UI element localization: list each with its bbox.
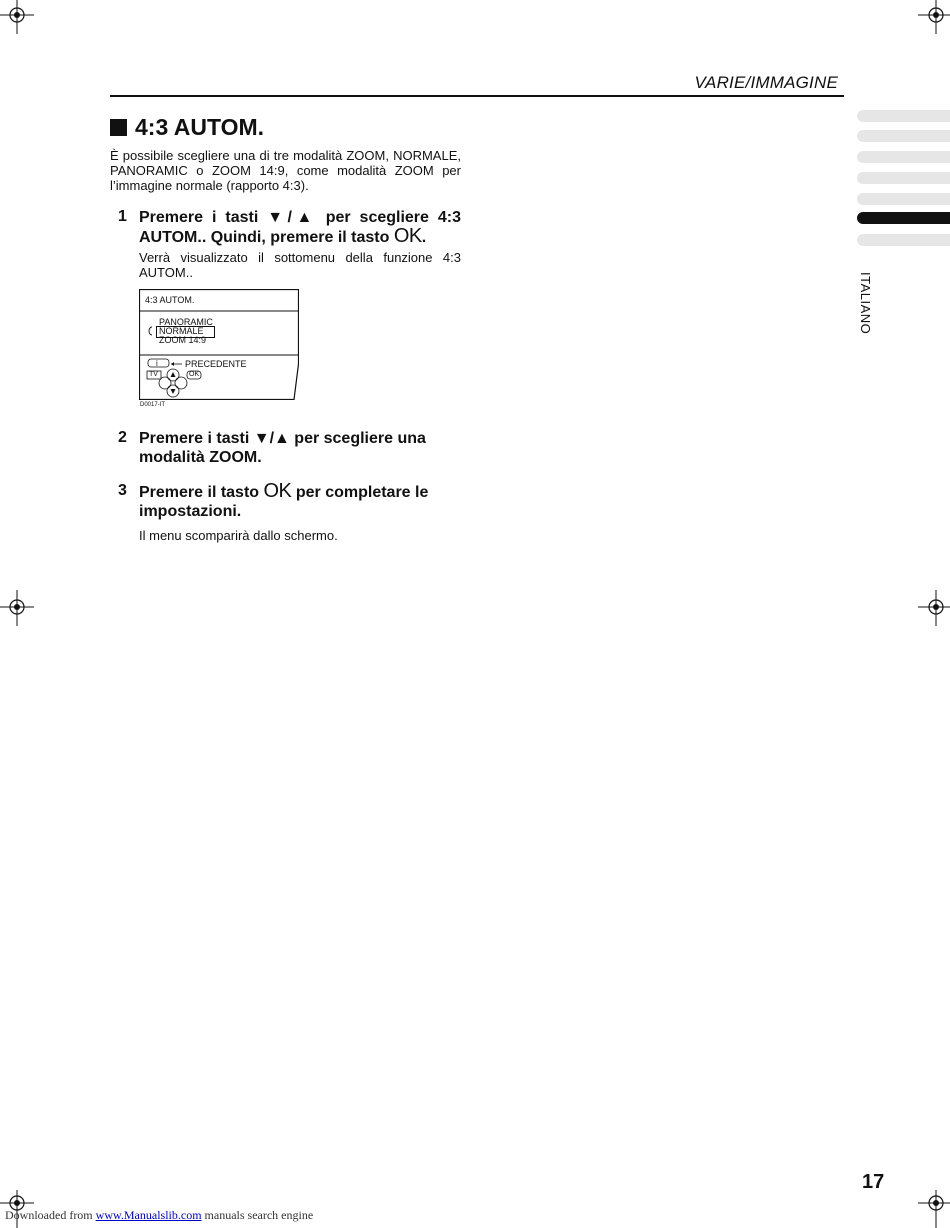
side-tab [857,234,950,246]
info-button-label: i [156,359,158,368]
figure-id: D0017-IT [140,402,166,408]
language-label: ITALIANO [858,272,873,335]
step-3-text-b: per completare le impostazioni. [139,484,429,520]
header-title: VARIE/IMMAGINE [694,73,838,92]
menu-option-zoom-14-9[interactable]: ZOOM 14:9 [159,335,207,345]
step-1-note: Verrà visualizzato il sottomenu della funzione 4:3 AUTOM.. [139,250,461,280]
ok-button-glyph: OK [393,225,422,247]
side-tab [857,172,950,184]
side-tab [857,130,950,142]
menu-back-label: PRECEDENTE [185,359,247,369]
intro-paragraph: È possibile scegliere una di tre modalità ZOOM, NORMALE, PANORAMIC o ZOOM 14:9, come modalità ZOOM per l’immagine normale (rapporto 4:3). [110,148,461,193]
square-bullet-icon [110,119,127,136]
footer-prefix: Downloaded from [5,1208,96,1222]
step-3-number: 3 [118,482,127,499]
menu-illustration [139,289,299,400]
section-title-text: 4:3 AUTOM. [135,114,265,140]
menu-title: 4:3 AUTOM. [145,295,195,305]
step-1-text-b: . [421,229,427,246]
side-tab [857,193,950,205]
menu-option-normale[interactable]: NORMALE [159,326,204,336]
section-title [110,114,264,141]
side-tab-active [857,212,950,224]
crop-mark-top-right [916,0,950,36]
step-3-text [139,482,461,521]
crop-mark-mid-right [916,590,950,626]
side-tab [857,151,950,163]
footer-link[interactable]: www.Manualslib.com [95,1208,202,1222]
crop-mark-mid-left [0,590,36,626]
page-number: 17 [862,1171,885,1193]
ok-button-glyph: OK [263,480,292,502]
tv-button-label: TV [149,371,158,378]
ok-button-label: OK [189,371,200,378]
step-2-text: Premere i tasti ▼/▲ per scegliere una modalità ZOOM. [139,430,426,466]
step-1-text [139,208,461,247]
side-tab [857,110,950,122]
header-rule [110,95,844,97]
footer [5,1208,313,1223]
crop-mark-top-left [0,0,36,36]
step-3-text-a: Premere il tasto [139,484,264,501]
step-3-note: Il menu scomparirà dallo schermo. [139,528,338,543]
step-1-text-a: Premere i tasti ▼/▲ per scegliere 4:3 AUTOM.. Quindi, premere il tasto [139,209,461,246]
crop-mark-bottom-right [916,1190,950,1228]
menu-option-panoramic[interactable]: PANORAMIC [159,317,213,327]
step-1-number: 1 [118,208,127,225]
step-2-number: 2 [118,429,127,446]
footer-suffix: manuals search engine [201,1208,314,1222]
